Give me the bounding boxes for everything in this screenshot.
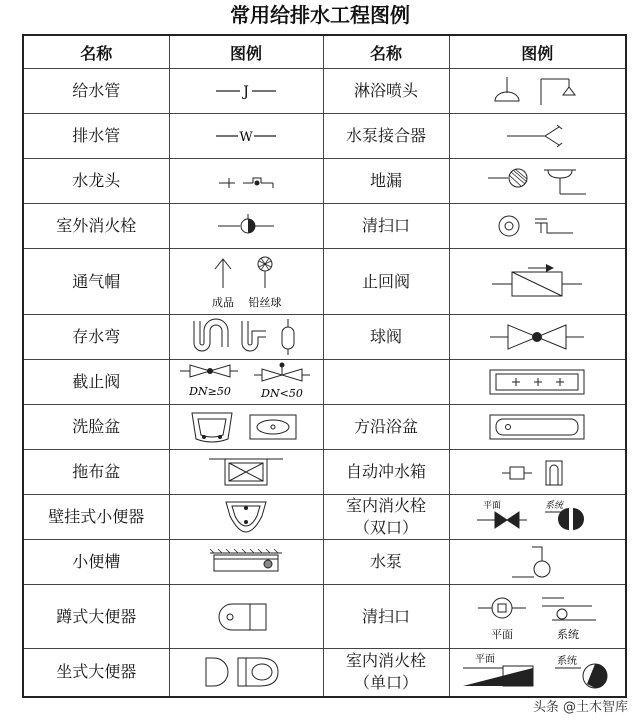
item-name: 室内消火栓 （双口）: [323, 495, 449, 540]
table-row: [23, 360, 626, 405]
item-name: 淋浴喷头: [323, 69, 449, 114]
wall-urinal-symbol: [206, 498, 286, 536]
item-name: [323, 360, 449, 405]
outdoor-hydrant-symbol: [206, 212, 286, 240]
item-name: 坐式大便器: [23, 649, 169, 697]
table-row: [23, 114, 626, 159]
indoor-hydrant-single-symbol: [457, 652, 617, 692]
auto-flush-tank-symbol: [492, 455, 582, 489]
item-name: 地漏: [323, 159, 449, 204]
item-name: 壁挂式小便器: [23, 495, 169, 540]
squat-toilet-symbol: [206, 600, 286, 634]
stop-valve-symbol: [176, 361, 316, 403]
check-valve-symbol: [482, 262, 592, 302]
water-pump-symbol: [502, 543, 572, 581]
system-label: 系统: [545, 501, 564, 511]
table-row: [23, 405, 626, 450]
vent-mesh-ball-label: 铅丝球: [248, 295, 282, 309]
item-name: 水泵接合器: [323, 114, 449, 159]
water-supply-pipe-symbol: [206, 79, 286, 103]
item-name: 室外消火栓: [23, 204, 169, 249]
table-row: [23, 495, 626, 540]
item-name: 水龙头: [23, 159, 169, 204]
item-name: 存水弯: [23, 315, 169, 360]
dn-ge-label: DN≥50: [189, 385, 231, 398]
pump-adapter-symbol: [497, 121, 577, 151]
system-label: 系统: [557, 627, 580, 641]
system-label: 系统: [557, 656, 578, 668]
trap-symbol: [186, 317, 306, 357]
page-title: 常用给排水工程图例: [230, 3, 410, 27]
header-legend-1: 图例: [169, 35, 323, 69]
urinal-trough-symbol: [196, 547, 296, 577]
item-name: 清扫口: [323, 585, 449, 649]
table-row: [23, 315, 626, 360]
header-row: [23, 35, 626, 69]
vent-cap-symbol: [191, 252, 301, 312]
item-name: 球阀: [323, 315, 449, 360]
cleanout-plan-section-symbol: [472, 590, 602, 644]
table-row: [23, 450, 626, 495]
header-legend-2: 图例: [449, 35, 626, 69]
drain-pipe-symbol: [206, 124, 286, 148]
header-name-1: 名称: [23, 35, 169, 69]
table-row: [23, 69, 626, 114]
item-name: 自动冲水箱: [323, 450, 449, 495]
item-name: 通气帽: [23, 249, 169, 315]
plan-label: 平面: [475, 654, 496, 666]
item-name: 给水管: [23, 69, 169, 114]
washbasin-symbol: [186, 409, 306, 445]
drain-letter: W: [239, 130, 253, 145]
item-name: 小便槽: [23, 540, 169, 585]
table-row: [23, 249, 626, 315]
item-name: 清扫口: [323, 204, 449, 249]
table-row: [23, 204, 626, 249]
item-name: 洗脸盆: [23, 405, 169, 450]
item-name: 室内消火栓 （单口）: [323, 649, 449, 697]
bathtub-symbol: [482, 366, 592, 398]
item-name: 排水管: [23, 114, 169, 159]
mop-sink-symbol: [201, 455, 291, 489]
table-row: [23, 159, 626, 204]
dn-lt-label: DN<50: [261, 387, 303, 400]
item-name: 截止阀: [23, 360, 169, 405]
watermark: 头条 @土木智库: [532, 700, 628, 715]
item-name: 水泵: [323, 540, 449, 585]
legend-table: [22, 34, 627, 698]
item-name: 蹲式大便器: [23, 585, 169, 649]
shower-head-symbol: [487, 73, 587, 109]
floor-drain-symbol: [482, 164, 592, 198]
indoor-hydrant-double-symbol: [467, 500, 607, 534]
item-name: 拖布盆: [23, 450, 169, 495]
table-row: [23, 585, 626, 649]
plan-label: 平面: [483, 501, 502, 511]
table-row: [23, 649, 626, 697]
seat-toilet-symbol: [196, 654, 296, 690]
cleanout-symbol: [487, 211, 587, 241]
square-bathtub-symbol: [482, 411, 592, 443]
water-letter: J: [243, 84, 249, 100]
header-name-2: 名称: [323, 35, 449, 69]
item-name: 方沿浴盆: [323, 405, 449, 450]
ball-valve-symbol: [482, 319, 592, 355]
plan-label: 平面: [491, 627, 514, 641]
vent-finished-label: 成品: [212, 295, 234, 309]
item-name: 止回阀: [323, 249, 449, 315]
table-row: [23, 540, 626, 585]
faucet-symbol: [211, 169, 281, 193]
